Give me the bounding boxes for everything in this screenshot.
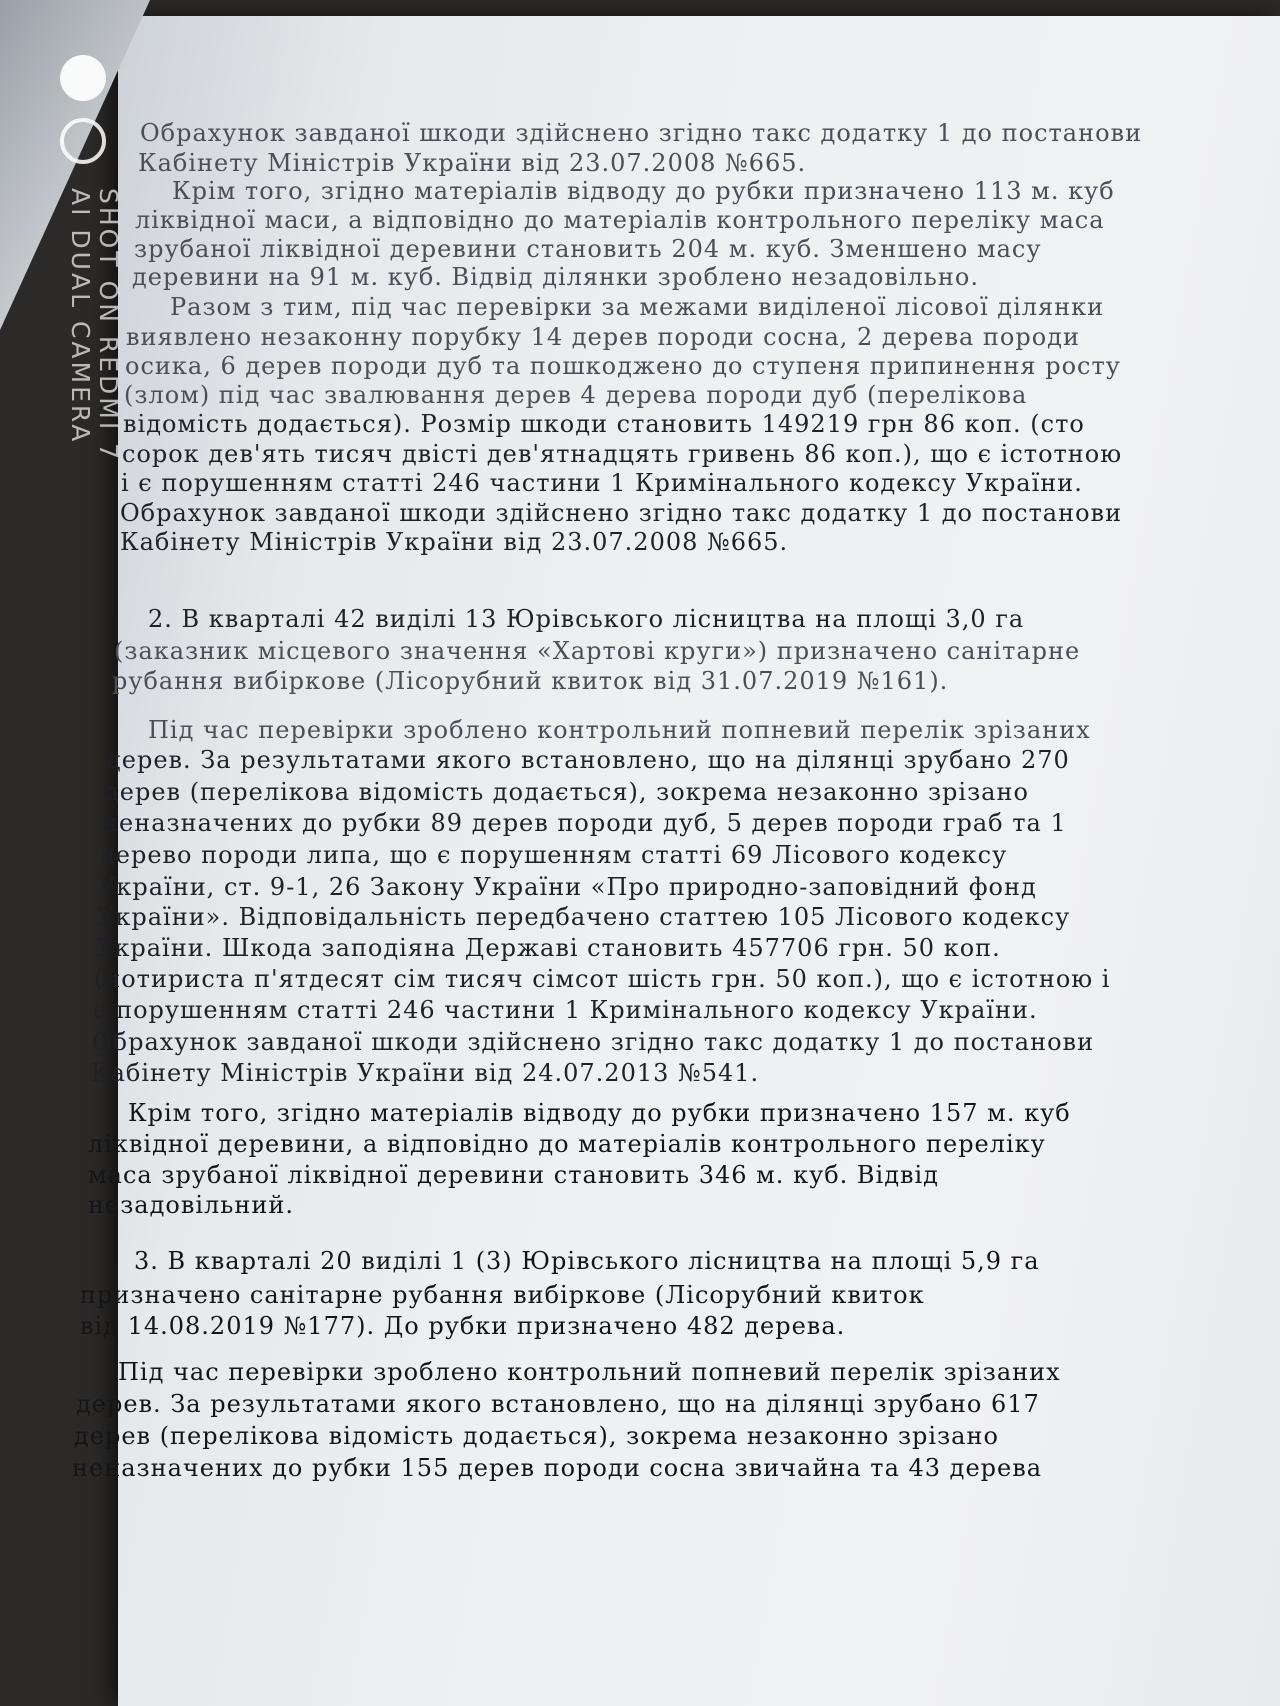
doc-line: Крім того, згідно матеріалів відводу до рубки призначено 157 м. куб — [128, 1099, 1071, 1127]
doc-line: маса зрубаної ліквідної деревини становить 346 м. куб. Відвід — [88, 1161, 939, 1189]
doc-line: Кабінету Міністрів України від 23.07.2008 №665. — [138, 149, 807, 177]
doc-line: виявлено незаконну порубку 14 дерев породи сосна, 2 дерева породи — [126, 323, 1080, 351]
doc-line: (чотириста п'ятдесят сім тисяч сімсот шість грн. 50 коп.), що є істотною і — [94, 965, 1111, 993]
section-heading: 3. В кварталі 20 виділі 1 (3) Юрівського лісництва на площі 5,9 га — [134, 1247, 1040, 1275]
doc-line: осика, 6 дерев породи дуб та пошкоджено до ступеня припинення росту — [125, 352, 1121, 380]
watermark-line-1: SHOT ON REDMI 7 — [94, 188, 123, 463]
doc-line: Разом з тим, під час перевірки за межами виділеної лісової ділянки — [170, 293, 1105, 321]
doc-line: України. Шкода заподіяна Державі становить 457706 грн. 50 коп. — [96, 934, 1001, 962]
doc-line: дерев (перелікова відомість додається), зокрема незаконно зрізано — [104, 778, 1029, 806]
doc-line: дерев (перелікова відомість додається), зокрема незаконно зрізано — [74, 1422, 999, 1450]
doc-line: і є порушенням статті 246 частини 1 Кримінального кодексу України. — [121, 469, 1083, 497]
section-heading: 2. В кварталі 42 виділі 13 Юрівського лісництва на площі 3,0 га — [148, 605, 1025, 633]
doc-line: від 14.08.2019 №177). До рубки призначено 482 дерева. — [80, 1312, 846, 1340]
doc-line: сорок дев'ять тисяч двісті дев'ятнадцять гривень 86 коп.), що є істотною — [122, 440, 1123, 468]
doc-line: дерев. За результатами якого встановлено, що на ділянці зрубано 617 — [76, 1390, 1040, 1418]
doc-line: ліквідної деревини, а відповідно до матеріалів контрольного переліку — [88, 1130, 1046, 1158]
doc-line: Крім того, згідно матеріалів відводу до рубки призначено 113 м. куб — [172, 177, 1115, 205]
doc-line: Обрахунок завданої шкоди здійснено згідно такс додатку 1 до постанови — [92, 1028, 1095, 1056]
doc-line: незадовільний. — [88, 1191, 294, 1219]
watermark-line-2: AI DUAL CAMERA — [66, 188, 95, 445]
doc-line: Обрахунок завданої шкоди здійснено згідно такс додатку 1 до постанови — [140, 119, 1143, 147]
doc-line: України». Відповідальність передбачено статтею 105 Лісового кодексу — [97, 903, 1071, 931]
watermark-ring-icon — [60, 118, 106, 164]
doc-line: (злом) під час звалювання дерев 4 дерева породи дуб (перелікова — [124, 381, 1028, 409]
doc-line: зрубаної ліквідної деревини становить 204 м. куб. Зменшено масу — [134, 235, 1042, 263]
doc-line: неназначених до рубки 89 дерев породи дуб, 5 дерев породи граб та 1 — [102, 809, 1067, 837]
watermark-dot-icon — [60, 55, 106, 101]
doc-line: дерев. За результатами якого встановлено, що на ділянці зрубано 270 — [106, 746, 1070, 774]
doc-line: є порушенням статті 246 частини 1 Кримінального кодексу України. — [93, 996, 1038, 1024]
doc-line: Кабінету Міністрів України від 23.07.2008 №665. — [120, 528, 789, 556]
doc-line: ліквідної маси, а відповідно до матеріалів контрольного переліку маса — [135, 206, 1105, 234]
doc-line: Обрахунок завданої шкоди здійснено згідно такс додатку 1 до постанови — [120, 499, 1123, 527]
doc-line: відомість додається). Розмір шкоди становить 149219 грн 86 коп. (сто — [123, 410, 1085, 438]
doc-line: рубання вибіркове (Лісорубний квиток від 31.07.2019 №161). — [112, 667, 949, 695]
doc-line: дерево породи липа, що є порушенням статті 69 Лісового кодексу — [100, 841, 1008, 869]
doc-line: деревини на 91 м. куб. Відвід ділянки зроблено незадовільно. — [132, 263, 979, 291]
doc-line: України, ст. 9-1, 26 Закону України «Про природно-заповідний фонд — [98, 873, 1037, 901]
doc-line: Під час перевірки зроблено контрольний попневий перелік зрізаних — [148, 716, 1091, 744]
doc-line: Кабінету Міністрів України від 24.07.2013 №541. — [91, 1059, 760, 1087]
doc-line: призначено санітарне рубання вибіркове (Лісорубний квиток — [80, 1281, 925, 1309]
camera-watermark — [0, 0, 130, 480]
doc-line: Під час перевірки зроблено контрольний попневий перелік зрізаних — [118, 1358, 1061, 1386]
doc-line: неназначених до рубки 155 дерев породи сосна звичайна та 43 дерева — [72, 1454, 1043, 1482]
doc-line: (заказник місцевого значення «Хартові круги») призначено санітарне — [114, 637, 1081, 665]
